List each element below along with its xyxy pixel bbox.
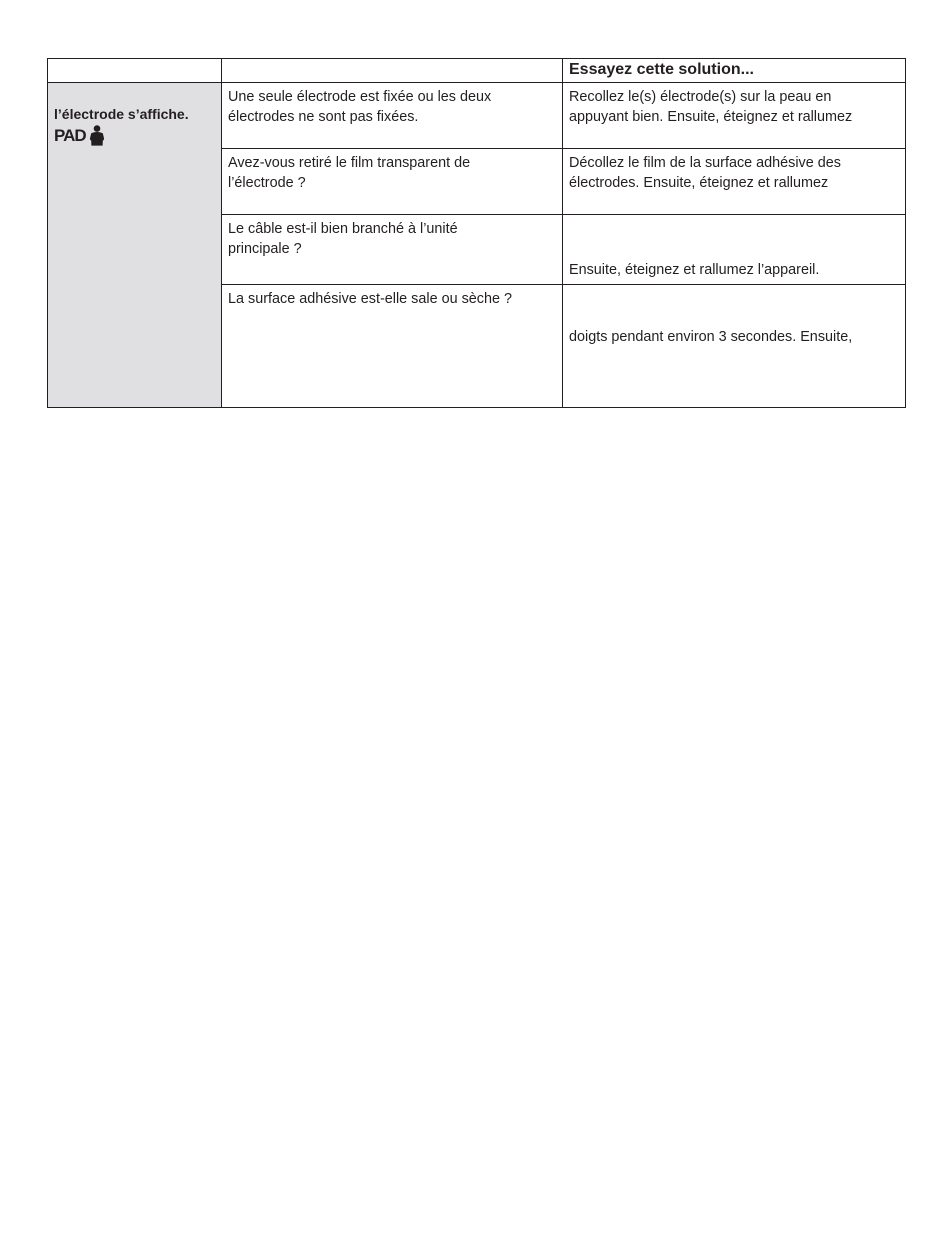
cause-line: Avez-vous retiré le film transparent de	[228, 155, 471, 171]
solution-line: doigts pendant environ 3 secondes. Ensuite,	[569, 329, 853, 345]
cause-cell	[222, 215, 563, 285]
solution-cell	[563, 215, 906, 285]
header-solution: Essayez cette solution...	[563, 59, 906, 83]
table-row	[48, 83, 906, 149]
cause-line: principale ?	[228, 241, 302, 257]
body-silhouette-icon	[89, 125, 105, 146]
pad-label: PAD	[54, 125, 86, 145]
header-problem	[48, 59, 222, 83]
header-cause	[222, 59, 563, 83]
cause-line: Une seule électrode est fixée ou les deux	[228, 89, 492, 105]
cause-cell	[222, 285, 563, 408]
cause-line: l’électrode ?	[228, 175, 306, 191]
solution-line: Recollez le(s) électrode(s) sur la peau en	[569, 89, 832, 105]
solution-cell	[563, 149, 906, 215]
troubleshooting-table	[47, 58, 906, 408]
cause-line: Le câble est-il bien branché à l’unité	[228, 221, 458, 237]
solution-cell	[563, 83, 906, 149]
problem-cell	[48, 83, 222, 408]
cause-line: électrodes ne sont pas fixées.	[228, 109, 419, 125]
solution-line: électrodes. Ensuite, éteignez et rallumez	[569, 175, 829, 191]
cause-cell	[222, 149, 563, 215]
table-header-row	[48, 59, 906, 83]
problem-text: l’électrode s’affiche.	[54, 106, 189, 122]
solution-line: Décollez le film de la surface adhésive des	[569, 155, 841, 171]
cause-cell	[222, 83, 563, 149]
solution-cell	[563, 285, 906, 408]
solution-line: appuyant bien. Ensuite, éteignez et rallumez	[569, 109, 853, 125]
cause-line: La surface adhésive est-elle sale ou sèche ?	[228, 291, 512, 307]
solution-line: Ensuite, éteignez et rallumez l’appareil.	[569, 262, 820, 278]
pad-indicator	[54, 125, 215, 146]
